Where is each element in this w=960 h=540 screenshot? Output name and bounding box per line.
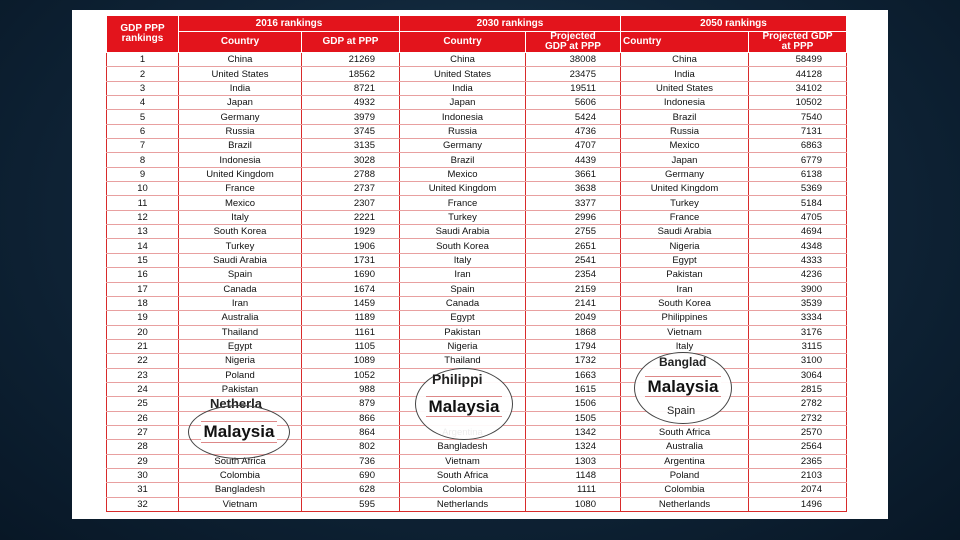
- country-2050-cell: Philippines: [621, 311, 749, 325]
- gdp-2030-cell: 1342: [526, 425, 621, 439]
- magnifier-2050: [634, 352, 732, 424]
- gdp-2030-cell: 1663: [526, 368, 621, 382]
- gdp-2030-cell: 1732: [526, 354, 621, 368]
- gdp-2050-cell: 2815: [749, 382, 847, 396]
- gdp-2030-cell: 2541: [526, 253, 621, 267]
- gdp-2030-cell: 3638: [526, 182, 621, 196]
- country-2050-cell: Netherlands: [621, 497, 749, 511]
- country-2016-cell: Germany: [179, 110, 302, 124]
- gdp-2016-cell: 1161: [302, 325, 400, 339]
- gdp-2050-cell: 2570: [749, 425, 847, 439]
- country-2030-cell: Spain: [400, 282, 526, 296]
- country-2050-cell: Egypt: [621, 253, 749, 267]
- rank-cell: 5: [107, 110, 179, 124]
- table-row: [107, 497, 847, 511]
- gdp-2050-cell: 58499: [749, 53, 847, 67]
- table-row: [107, 196, 847, 210]
- country-2016-cell: Brazil: [179, 139, 302, 153]
- value-header-2030: Projected GDP at PPP: [526, 32, 621, 53]
- country-2030-cell: Canada: [400, 296, 526, 310]
- country-2050-cell: India: [621, 67, 749, 81]
- country-2050-cell: Turkey: [621, 196, 749, 210]
- country-2016-cell: Iran: [179, 296, 302, 310]
- country-2016-cell: Egypt: [179, 339, 302, 353]
- country-2016-cell: Pakistan: [179, 382, 302, 396]
- gdp-2016-cell: 1052: [302, 368, 400, 382]
- table-row: [107, 53, 847, 67]
- country-2030-cell: South Africa: [400, 468, 526, 482]
- gdp-2016-cell: 2307: [302, 196, 400, 210]
- magnifier-2016: [188, 405, 290, 459]
- table-row: [107, 124, 847, 138]
- rank-cell: 7: [107, 139, 179, 153]
- gdp-2016-cell: 864: [302, 425, 400, 439]
- rank-cell: 28: [107, 440, 179, 454]
- gdp-2050-cell: 7540: [749, 110, 847, 124]
- gdp-2016-cell: 736: [302, 454, 400, 468]
- gdp-2050-cell: 2103: [749, 468, 847, 482]
- country-2050-cell: Iran: [621, 282, 749, 296]
- rank-cell: 1: [107, 53, 179, 67]
- group-header-2016: 2016 rankings: [179, 16, 400, 32]
- gdp-2030-cell: 2354: [526, 268, 621, 282]
- gdp-2050-cell: 5184: [749, 196, 847, 210]
- country-2050-cell: United States: [621, 81, 749, 95]
- group-header-2050: 2050 rankings: [621, 16, 847, 32]
- country-2050-cell: Germany: [621, 167, 749, 181]
- table-row: [107, 483, 847, 497]
- gdp-2016-cell: 988: [302, 382, 400, 396]
- country-2050-cell: Indonesia: [621, 96, 749, 110]
- gdp-2030-cell: 1148: [526, 468, 621, 482]
- country-2050-cell: Vietnam: [621, 325, 749, 339]
- country-2030-cell: Colombia: [400, 483, 526, 497]
- rank-cell: 21: [107, 339, 179, 353]
- country-2030-cell: Germany: [400, 139, 526, 153]
- gdp-2030-cell: 3661: [526, 167, 621, 181]
- country-2016-cell: Italy: [179, 210, 302, 224]
- magnifier-2050-ghost-bottom: Spain: [667, 405, 696, 417]
- country-2030-cell: Saudi Arabia: [400, 225, 526, 239]
- gdp-2016-cell: 3745: [302, 124, 400, 138]
- gdp-2030-cell: 1868: [526, 325, 621, 339]
- table-row: [107, 253, 847, 267]
- rank-cell: 10: [107, 182, 179, 196]
- table-row: [107, 282, 847, 296]
- rank-cell: 29: [107, 454, 179, 468]
- country-2016-cell: Russia: [179, 124, 302, 138]
- gdp-2050-cell: 2782: [749, 397, 847, 411]
- country-2030-cell: Pakistan: [400, 325, 526, 339]
- gdp-2030-cell: 2651: [526, 239, 621, 253]
- country-2030-cell: South Korea: [400, 239, 526, 253]
- country-2030-cell: Thailand: [400, 354, 526, 368]
- gdp-2050-cell: 2732: [749, 411, 847, 425]
- rank-cell: 9: [107, 167, 179, 181]
- table-row: [107, 110, 847, 124]
- country-2050-cell: Australia: [621, 440, 749, 454]
- gdp-2016-cell: 18562: [302, 67, 400, 81]
- country-2016-cell: United States: [179, 67, 302, 81]
- magnifier-2030-label: Malaysia: [426, 396, 503, 417]
- gdp-2050-cell: 3334: [749, 311, 847, 325]
- country-2050-cell: Italy: [621, 339, 749, 353]
- gdp-2016-cell: 628: [302, 483, 400, 497]
- magnifier-2050-label: Malaysia: [645, 376, 722, 397]
- country-2016-cell: Bangladesh: [179, 483, 302, 497]
- gdp-2030-cell: 1615: [526, 382, 621, 396]
- country-2050-cell: Saudi Arabia: [621, 225, 749, 239]
- rank-cell: 23: [107, 368, 179, 382]
- gdp-2050-cell: 4694: [749, 225, 847, 239]
- gdp-2030-cell: 1505: [526, 411, 621, 425]
- gdp-2030-cell: 19511: [526, 81, 621, 95]
- country-2050-cell: Brazil: [621, 110, 749, 124]
- table-row: [107, 468, 847, 482]
- country-2016-cell: Colombia: [179, 468, 302, 482]
- table-row: [107, 67, 847, 81]
- country-2030-cell: Japan: [400, 96, 526, 110]
- table-row: [107, 296, 847, 310]
- rank-cell: 12: [107, 210, 179, 224]
- country-2030-cell: Brazil: [400, 153, 526, 167]
- country-2016-cell: Saudi Arabia: [179, 253, 302, 267]
- gdp-2016-cell: 3135: [302, 139, 400, 153]
- gdp-2050-cell: 4348: [749, 239, 847, 253]
- country-2050-cell: Poland: [621, 468, 749, 482]
- gdp-2016-cell: 802: [302, 440, 400, 454]
- country-2030-cell: United States: [400, 67, 526, 81]
- rank-cell: 13: [107, 225, 179, 239]
- magnifier-2030-ghost-text: Philippi: [432, 371, 483, 387]
- country-2016-cell: China: [179, 53, 302, 67]
- country-2050-cell: Russia: [621, 124, 749, 138]
- table-row: [107, 96, 847, 110]
- gdp-2030-cell: 1303: [526, 454, 621, 468]
- gdp-2050-cell: 6779: [749, 153, 847, 167]
- rank-cell: 6: [107, 124, 179, 138]
- country-2030-cell: Nigeria: [400, 339, 526, 353]
- gdp-2050-cell: 2074: [749, 483, 847, 497]
- gdp-2016-cell: 1189: [302, 311, 400, 325]
- table-row: [107, 167, 847, 181]
- gdp-2016-cell: 1690: [302, 268, 400, 282]
- gdp-2016-cell: 866: [302, 411, 400, 425]
- gdp-2016-cell: 2788: [302, 167, 400, 181]
- gdp-2050-cell: 1496: [749, 497, 847, 511]
- country-2016-cell: Canada: [179, 282, 302, 296]
- country-2016-cell: India: [179, 81, 302, 95]
- gdp-2050-cell: 3115: [749, 339, 847, 353]
- country-2030-cell: Italy: [400, 253, 526, 267]
- gdp-2016-cell: 3979: [302, 110, 400, 124]
- gdp-2016-cell: 690: [302, 468, 400, 482]
- rank-cell: 17: [107, 282, 179, 296]
- gdp-2030-cell: 4707: [526, 139, 621, 153]
- gdp-2050-cell: 3064: [749, 368, 847, 382]
- country-2050-cell: Argentina: [621, 454, 749, 468]
- gdp-2016-cell: 4932: [302, 96, 400, 110]
- gdp-2050-cell: 2365: [749, 454, 847, 468]
- country-2016-cell: Mexico: [179, 196, 302, 210]
- gdp-2016-cell: 1674: [302, 282, 400, 296]
- gdp-2050-cell: 6138: [749, 167, 847, 181]
- rank-cell: 18: [107, 296, 179, 310]
- country-2016-cell: Nigeria: [179, 354, 302, 368]
- rank-cell: 8: [107, 153, 179, 167]
- country-2016-cell: France: [179, 182, 302, 196]
- gdp-2030-cell: 2996: [526, 210, 621, 224]
- table-row: [107, 239, 847, 253]
- country-2030-cell: Iran: [400, 268, 526, 282]
- value-header-2016: GDP at PPP: [302, 32, 400, 53]
- table-row: [107, 354, 847, 368]
- country-2016-cell: Thailand: [179, 325, 302, 339]
- country-2016-cell: Indonesia: [179, 153, 302, 167]
- gdp-2016-cell: 1105: [302, 339, 400, 353]
- rank-cell: 20: [107, 325, 179, 339]
- gdp-2030-cell: 2141: [526, 296, 621, 310]
- table-row: [107, 268, 847, 282]
- gdp-2030-cell: 5606: [526, 96, 621, 110]
- country-2050-cell: Colombia: [621, 483, 749, 497]
- gdp-2016-cell: 8721: [302, 81, 400, 95]
- country-2030-cell: Egypt: [400, 311, 526, 325]
- gdp-2030-cell: 3377: [526, 196, 621, 210]
- gdp-2030-cell: 1506: [526, 397, 621, 411]
- gdp-2030-cell: 23475: [526, 67, 621, 81]
- rank-cell: 4: [107, 96, 179, 110]
- country-2030-cell: China: [400, 53, 526, 67]
- country-2016-cell: Poland: [179, 368, 302, 382]
- magnifier-2050-ghost-top: Banglad: [659, 355, 707, 369]
- magnifier-2030: [415, 368, 513, 440]
- gdp-2030-cell: 1324: [526, 440, 621, 454]
- gdp-2050-cell: 34102: [749, 81, 847, 95]
- rank-cell: 22: [107, 354, 179, 368]
- country-2030-cell: Mexico: [400, 167, 526, 181]
- rank-cell: 19: [107, 311, 179, 325]
- gdp-2030-cell: 1080: [526, 497, 621, 511]
- gdp-2030-cell: 1111: [526, 483, 621, 497]
- gdp-2016-cell: 879: [302, 397, 400, 411]
- gdp-2050-cell: 7131: [749, 124, 847, 138]
- rank-cell: 32: [107, 497, 179, 511]
- gdp-2016-cell: 1089: [302, 354, 400, 368]
- country-2050-cell: Japan: [621, 153, 749, 167]
- table-row: [107, 339, 847, 353]
- country-2050-cell: Mexico: [621, 139, 749, 153]
- gdp-2050-cell: 5369: [749, 182, 847, 196]
- rank-column-header: GDP PPP rankings: [107, 16, 179, 53]
- rank-cell: 26: [107, 411, 179, 425]
- rank-cell: 30: [107, 468, 179, 482]
- country-2030-cell: United Kingdom: [400, 182, 526, 196]
- rank-cell: 25: [107, 397, 179, 411]
- country-2050-cell: South Africa: [621, 425, 749, 439]
- country-2016-cell: Turkey: [179, 239, 302, 253]
- gdp-2050-cell: 4705: [749, 210, 847, 224]
- country-2050-cell: United Kingdom: [621, 182, 749, 196]
- gdp-2030-cell: 1794: [526, 339, 621, 353]
- rank-cell: 16: [107, 268, 179, 282]
- gdp-2016-cell: 3028: [302, 153, 400, 167]
- gdp-2050-cell: 3539: [749, 296, 847, 310]
- table-row: [107, 311, 847, 325]
- group-header-2030: 2030 rankings: [400, 16, 621, 32]
- gdp-2030-cell: 2049: [526, 311, 621, 325]
- country-2030-cell: Turkey: [400, 210, 526, 224]
- gdp-2016-cell: 2737: [302, 182, 400, 196]
- country-2050-cell: China: [621, 53, 749, 67]
- gdp-2050-cell: 10502: [749, 96, 847, 110]
- gdp-2050-cell: 4236: [749, 268, 847, 282]
- country-2050-cell: France: [621, 210, 749, 224]
- table-row: [107, 325, 847, 339]
- gdp-2030-cell: 4736: [526, 124, 621, 138]
- table-row: [107, 182, 847, 196]
- country-2030-cell: Vietnam: [400, 454, 526, 468]
- country-2016-cell: Vietnam: [179, 497, 302, 511]
- country-2030-cell: Indonesia: [400, 110, 526, 124]
- gdp-2016-cell: 1929: [302, 225, 400, 239]
- country-2050-cell: South Korea: [621, 296, 749, 310]
- country-2030-cell: France: [400, 196, 526, 210]
- gdp-2030-cell: 2159: [526, 282, 621, 296]
- value-header-2050: Projected GDP at PPP: [749, 32, 847, 53]
- country-2016-cell: South Africa: [179, 454, 302, 468]
- gdp-2030-cell: 5424: [526, 110, 621, 124]
- table-row: [107, 210, 847, 224]
- table-row: [107, 81, 847, 95]
- gdp-2016-cell: 1731: [302, 253, 400, 267]
- country-2030-cell: Russia: [400, 124, 526, 138]
- gdp-2050-cell: 3100: [749, 354, 847, 368]
- gdp-2050-cell: 2564: [749, 440, 847, 454]
- country-2030-cell: India: [400, 81, 526, 95]
- rank-cell: 2: [107, 67, 179, 81]
- rank-cell: 27: [107, 425, 179, 439]
- gdp-2016-cell: 21269: [302, 53, 400, 67]
- country-2016-cell: United Kingdom: [179, 167, 302, 181]
- country-header-2016: Country: [179, 32, 302, 53]
- country-header-2030: Country: [400, 32, 526, 53]
- table-row: [107, 153, 847, 167]
- country-2030-cell: Bangladesh: [400, 440, 526, 454]
- gdp-2016-cell: 595: [302, 497, 400, 511]
- country-2016-cell: Australia: [179, 311, 302, 325]
- gdp-2050-cell: 44128: [749, 67, 847, 81]
- gdp-2030-cell: 38008: [526, 53, 621, 67]
- rank-cell: 31: [107, 483, 179, 497]
- gdp-2050-cell: 4333: [749, 253, 847, 267]
- country-2030-cell: Netherlands: [400, 497, 526, 511]
- rankings-image: [72, 10, 888, 519]
- rank-cell: 15: [107, 253, 179, 267]
- country-2016-cell: South Korea: [179, 225, 302, 239]
- country-2050-cell: Pakistan: [621, 268, 749, 282]
- magnifier-2016-ghost-text: Netherla: [210, 396, 263, 411]
- gdp-2016-cell: 1906: [302, 239, 400, 253]
- rank-cell: 14: [107, 239, 179, 253]
- gdp-2050-cell: 3900: [749, 282, 847, 296]
- gdp-2050-cell: 6863: [749, 139, 847, 153]
- gdp-2016-cell: 2221: [302, 210, 400, 224]
- gdp-2030-cell: 4439: [526, 153, 621, 167]
- country-header-2050: Country: [621, 32, 749, 53]
- country-2016-cell: Spain: [179, 268, 302, 282]
- table-row: [107, 139, 847, 153]
- country-2050-cell: Nigeria: [621, 239, 749, 253]
- gdp-2030-cell: 2755: [526, 225, 621, 239]
- magnifier-2016-label: Malaysia: [201, 421, 278, 443]
- gdp-2050-cell: 3176: [749, 325, 847, 339]
- rank-cell: 24: [107, 382, 179, 396]
- rank-cell: 11: [107, 196, 179, 210]
- rank-cell: 3: [107, 81, 179, 95]
- table-row: [107, 225, 847, 239]
- gdp-2016-cell: 1459: [302, 296, 400, 310]
- country-2016-cell: Japan: [179, 96, 302, 110]
